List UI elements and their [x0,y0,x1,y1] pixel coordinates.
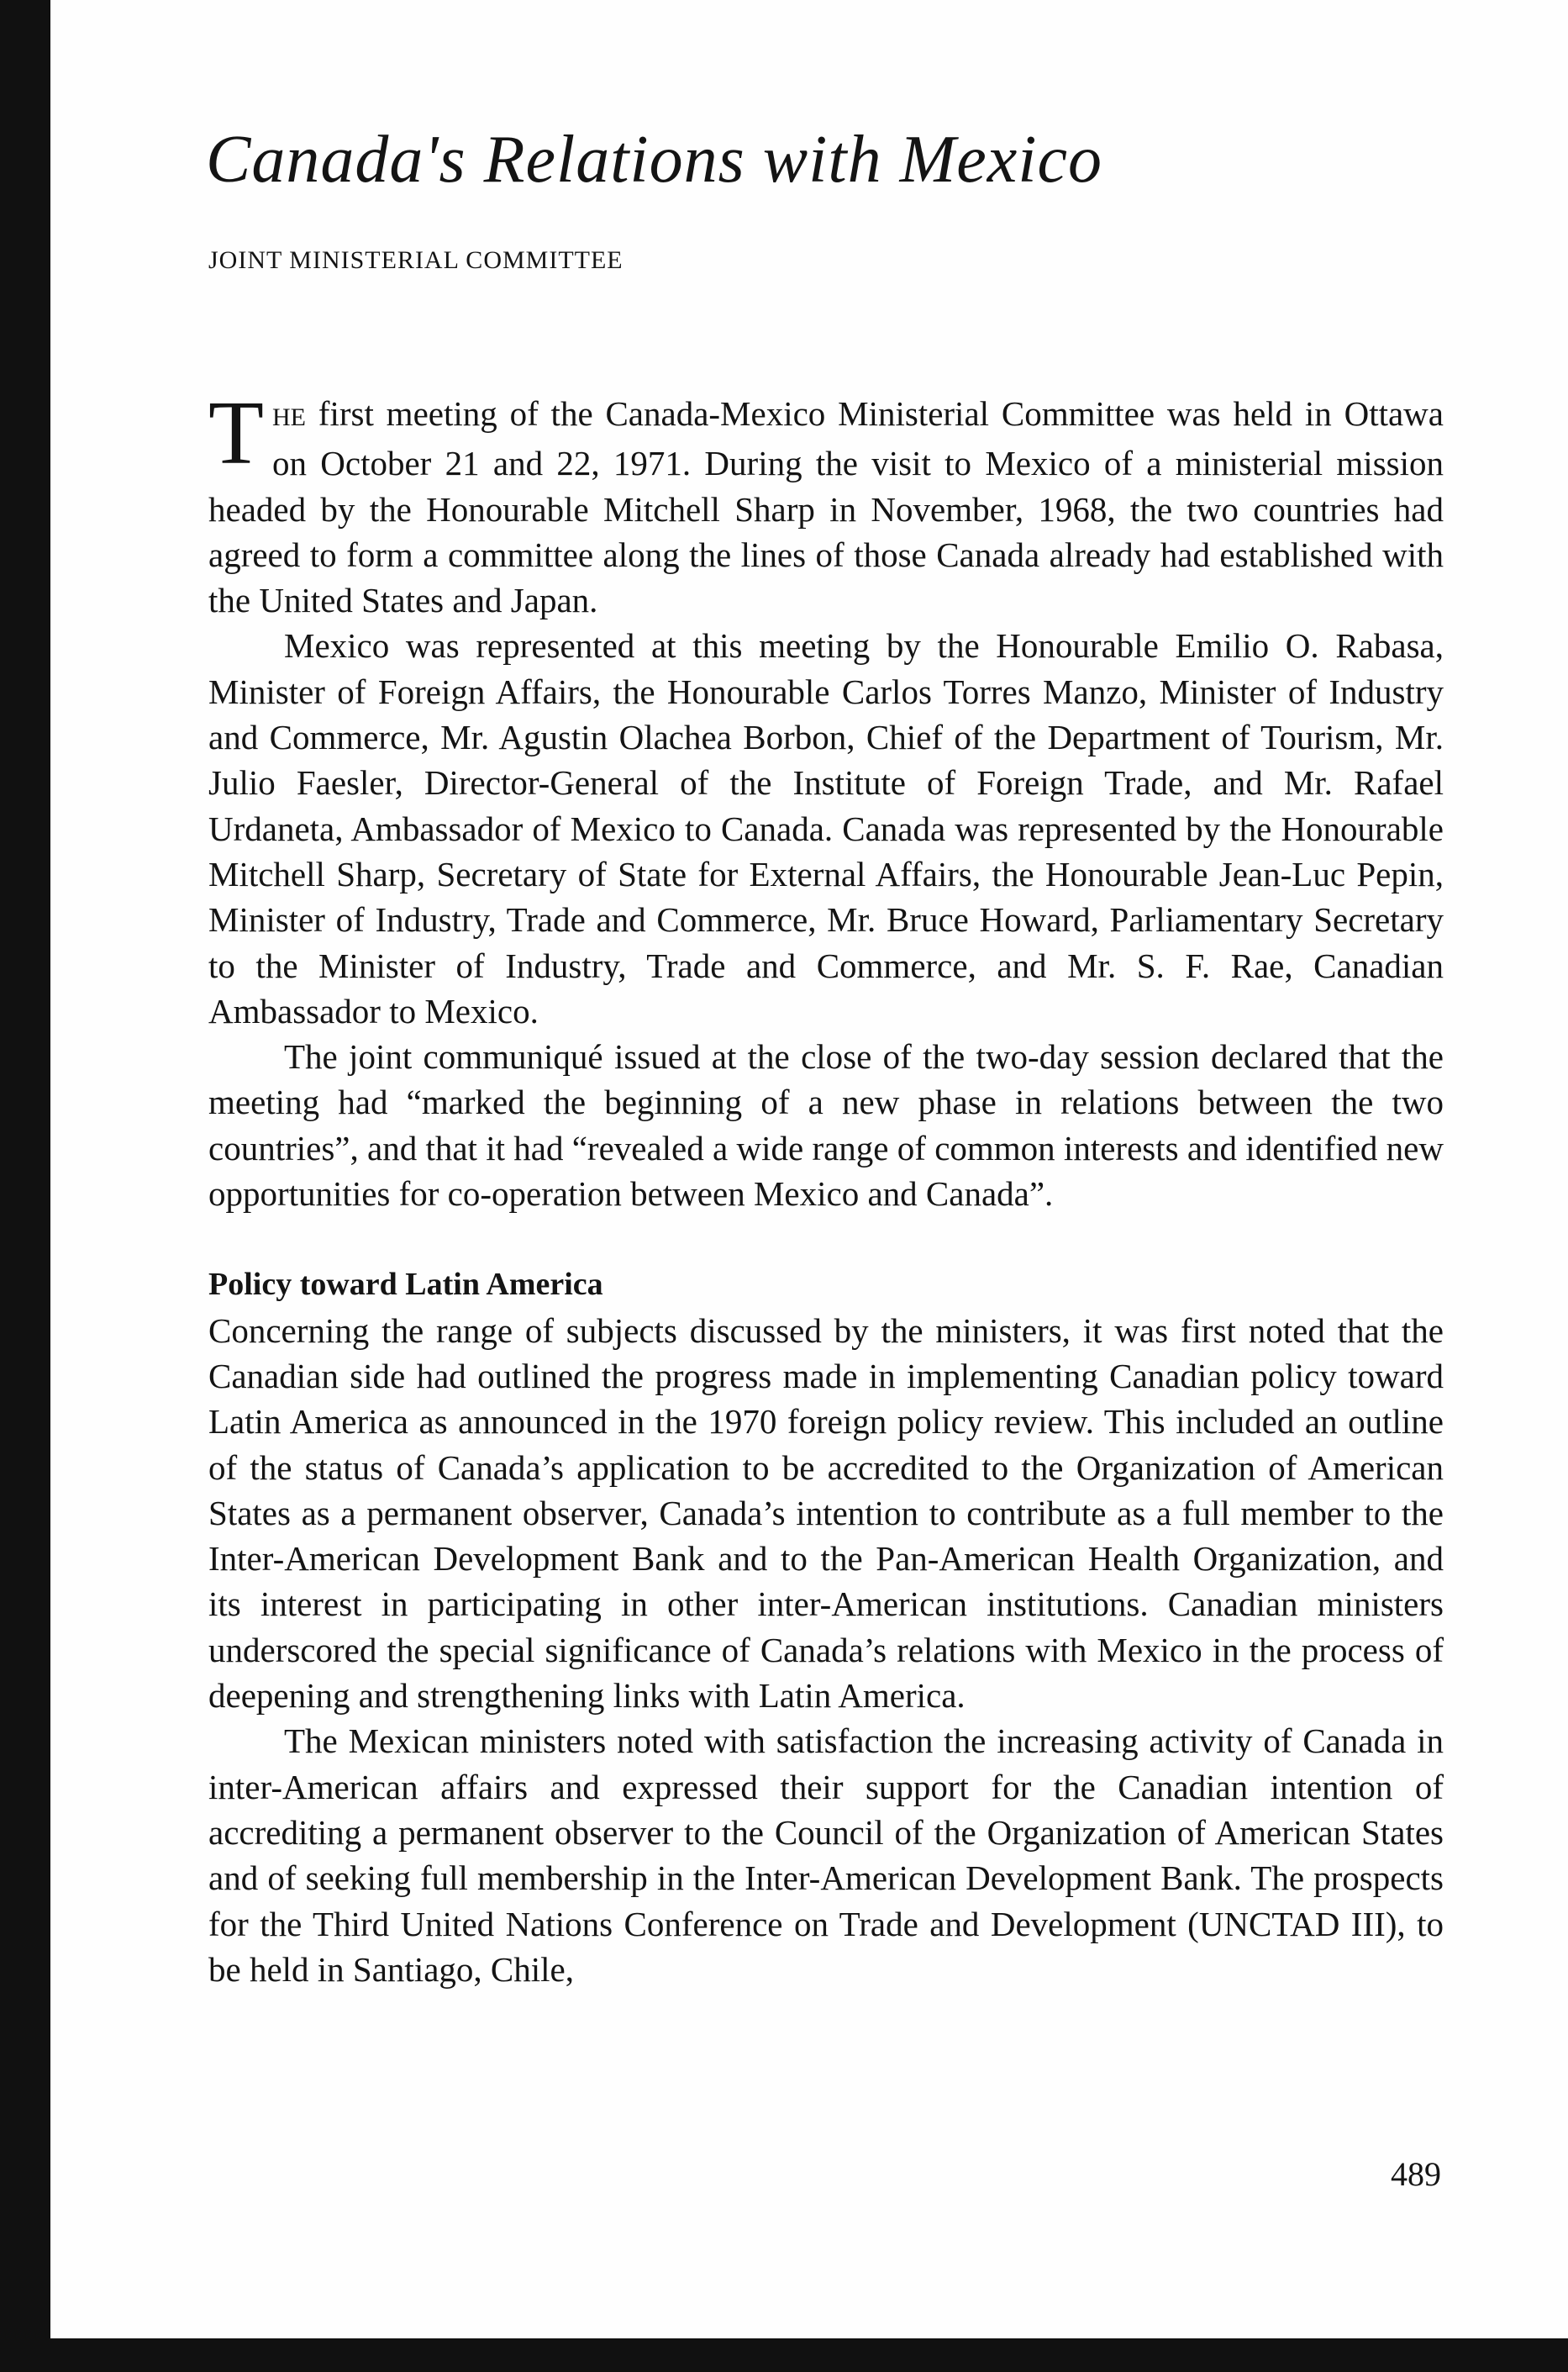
section-heading: Policy toward Latin America [208,1267,603,1303]
paragraph-2: Mexico was represented at this meeting by the Honourable Emilio O. Rabasa, Minister of Foreign Affairs, the Honourable Carlos Torres Manzo, Minister of Industry and Commerce, Mr. Agustin Olachea Borbon, Chief of the Department of Tourism, Mr. Julio Faesler, Director-General of the Institute of Foreign Trade, and Mr. Rafael Urdaneta, Ambassador of Mexico to Canada. Canada was represented by the Honourable Mitchell Sharp, Secretary of State for External Affairs, the Honourable Jean-Luc Pepin, Minister of Industry, Trade and Commerce, Mr. Bruce Howard, Parliamentary Secretary to the Minister of Industry, Trade and Commerce, and Mr. S. F. Rae, Canadian Ambassador to Mexico. [208,626,1444,1031]
scan-left-border [0,0,50,2372]
paragraph-4: Concerning the range of subjects discussed by the ministers, it was first noted that the Canadian side had outlined the progress made in implementing Canadian policy toward Latin America as announced in the 1970 foreign policy review. This included an outline of the status of Canada’s application to be accredited to the Organization of American States as a permanent observer, Canada’s intention to contribute as a full member to the Inter-American Development Bank and to the Pan-American Health Organization, and its interest in participating in other inter-American institutions. Canadian ministers underscored the special significance of Canada’s relations with Mexico in the process of deepening and strengthening links with Latin America. [208,1310,1444,1716]
scan-bottom-border [0,2338,1568,2372]
article-title: Canada's Relations with Mexico [206,123,1102,197]
paragraph-1 [208,383,1444,623]
small-caps-lead: HE [271,403,306,431]
paragraph-3: The joint communiqué issued at the close of the two-day session declared that the meeting had “marked the beginning of a new phase in relations between the two countries”, and that it had “revealed a wide range of common interests and identified new opportunities for co-operation between Mexico and Canada”. [208,1037,1444,1214]
page-number: 489 [1391,2155,1441,2193]
article-body [208,383,1444,1992]
paragraph-1-text: first meeting of the Canada-Mexico Ministerial Committee was held in Ottawa on October 21 and 22, 1971. During the visit to Mexico of a ministerial mission headed by the Honourable Mitchell Sharp in November, 1968, the two countries had agreed to form a committee along the lines of those Canada already had established with the United States and Japan. [208,394,1444,620]
paragraph-5: The Mexican ministers noted with satisfaction the increasing activity of Canada in inter-American affairs and expressed their support for the Canadian intention of accrediting a permanent observer to the Council of the Organization of American States and of seeking full membership in the Inter-American Development Bank. The prospects for the Third United Nations Conference on Trade and Development (UNCTAD III), to be held in Santiago, Chile, [208,1721,1444,1989]
document-page [50,0,1568,2338]
drop-cap: T [208,383,264,483]
article-subtitle: JOINT MINISTERIAL COMMITTEE [208,246,624,274]
